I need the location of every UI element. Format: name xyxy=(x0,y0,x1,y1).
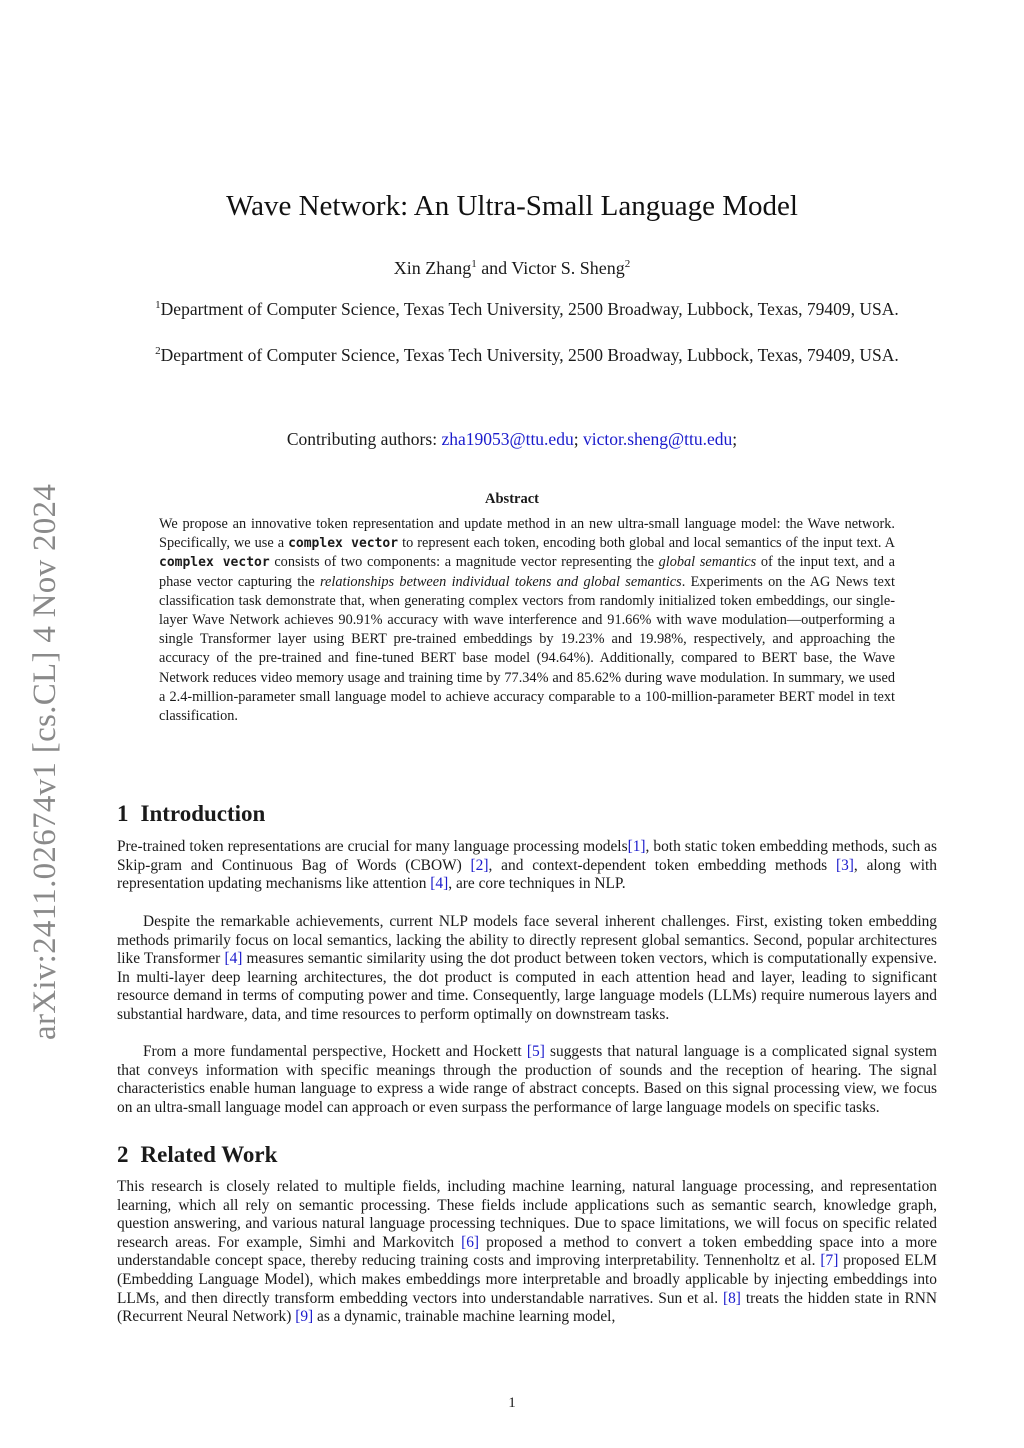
abstract-heading: Abstract xyxy=(485,491,539,507)
citation-link[interactable]: [8] xyxy=(722,1289,741,1307)
related-work-paragraph-1 xyxy=(117,1178,937,1327)
abstract-emphasis: relationships between individual tokens and global semantics xyxy=(319,573,682,590)
abstract-body xyxy=(159,515,895,726)
affiliation-1-marker: 1 xyxy=(155,299,161,311)
section-number: 2 xyxy=(117,1142,129,1167)
section-title: Introduction xyxy=(140,801,266,826)
citation-link[interactable]: [9] xyxy=(295,1308,314,1326)
citation-link[interactable]: [1] xyxy=(627,838,646,855)
contrib-label: Contributing authors: xyxy=(286,429,442,449)
paragraph-text: Despite the remarkable achievements, current NLP models face several inherent challenges. First, existing token embedding methods primarily focus on local semantics, lacking the ability to directly represent global semantics. Second, popular architectures like Transformer xyxy=(117,913,937,968)
paragraph-text: From a more fundamental perspective, Hockett and Hockett xyxy=(143,1043,527,1060)
section-heading-related-work xyxy=(117,1142,277,1168)
paragraph-text: suggests that natural language is a complicated signal system that conveys information with specific meanings through the production of sounds and the reception of hearing. The signal characteristics enable human language to express a wide range of abstract concepts. Based on this signal processing view, we focus on an ultra-small language model can approach or even surpass the performance of large language models on specific tasks. xyxy=(117,1043,937,1116)
citation-link[interactable]: [3] xyxy=(835,856,854,874)
affiliation-2 xyxy=(140,340,914,367)
affiliation-1-text: Department of Computer Science, Texas Tech University, 2500 Broadway, Lubbock, Texas, 79409, USA. xyxy=(160,298,899,319)
paragraph-text: , are core techniques in NLP. xyxy=(448,875,626,893)
section-number: 1 xyxy=(117,801,129,826)
section-title: Related Work xyxy=(140,1142,278,1167)
abstract-text: of the input text, and a phase vector capturing the xyxy=(159,554,895,590)
affiliation-2-marker: 2 xyxy=(155,345,161,357)
citation-link[interactable]: [6] xyxy=(461,1233,480,1251)
paragraph-text: measures semantic similarity using the dot product between token vectors, which is computationally expensive. In multi-layer deep learning architectures, the dot product is computed in each attention head and layer, leading to significant resource demand in terms of computing power and time. Consequently, large language models (LLMs) require numerous layers and substantial hardware, data, and time resources to perform optimally on downstream tasks. xyxy=(117,950,938,1023)
page-number: 1 xyxy=(508,1395,516,1411)
paragraph-text: , both static token embedding methods, such as Skip-gram and Continuous Bag of Words (CBOW) xyxy=(117,838,937,874)
abstract-text: . Experiments on the AG News text classification task demonstrate that, when generating complex vectors from randomly initialized token embeddings, our single-layer Wave Network achieves 90.91% accuracy with wave interference and 91.66% with wave modulation—outperforming a single Transformer layer using BERT pre-trained embeddings by 19.23% and 19.98%, respectively, and approaching the accuracy of the pre-trained and fine-tuned BERT base model (94.64%). Additionally, compared to BERT base, the Wave Network reduces video memory usage and training time by 77.34% and 85.62% during wave modulation. In summary, we used a 2.4-million-parameter small language model to achieve accuracy comparable to a 100-million-parameter BERT model in text classification. xyxy=(159,573,895,725)
abstract-text: We propose an innovative token representation and update method in an new ultra-small language model: the Wave network. Specifically, we use a xyxy=(159,516,895,552)
affiliation-2-text: Department of Computer Science, Texas Tech University, 2500 Broadway, Lubbock, Texas, 79409, USA. xyxy=(160,344,899,365)
email-link-1[interactable]: zha19053@ttu.edu xyxy=(441,429,574,449)
paragraph-text: , and context-dependent token embedding methods xyxy=(488,856,836,874)
author-2: Victor S. Sheng xyxy=(511,258,625,278)
paragraph-text: as a dynamic, trainable machine learning model, xyxy=(313,1308,616,1326)
intro-paragraph-3 xyxy=(117,1043,937,1117)
intro-paragraph-1 xyxy=(117,838,937,894)
author-1: Xin Zhang xyxy=(393,258,472,278)
email-link-2[interactable]: victor.sheng@ttu.edu xyxy=(582,429,733,449)
paper-title: Wave Network: An Ultra-Small Language Model xyxy=(226,190,798,222)
author-1-affil-marker: 1 xyxy=(471,258,477,270)
paragraph-text: proposed ELM (Embedding Language Model), which makes embeddings more interpretable and broadly applicable by injecting embeddings into LLMs, and then directly transform embedding vectors into understandable narratives. Sun et al. xyxy=(117,1252,937,1307)
author-conjunction: and xyxy=(476,258,512,278)
abstract-emphasis: global semantics xyxy=(658,554,757,571)
author-line xyxy=(0,258,1024,279)
paragraph-text: , along with representation updating mechanisms like attention xyxy=(117,856,937,893)
citation-link[interactable]: [2] xyxy=(470,856,489,874)
citation-link[interactable]: [7] xyxy=(820,1252,839,1270)
section-heading-introduction xyxy=(117,801,265,827)
paragraph-text: proposed a method to convert a token embedding space into a more understandable concept space, thereby reducing training costs and improving interpretability. Tennenholtz et al. xyxy=(117,1233,937,1270)
abstract-text: consists of two components: a magnitude vector representing the xyxy=(269,554,659,571)
contrib-separator: ; xyxy=(573,429,583,449)
abstract-text: to represent each token, encoding both global and local semantics of the input text. A xyxy=(398,535,896,552)
citation-link[interactable]: [5] xyxy=(526,1043,545,1060)
contributing-authors xyxy=(0,429,1024,450)
abstract-keyword: complex vector xyxy=(288,536,399,552)
paragraph-text: treats the hidden state in RNN (Recurrent Neural Network) xyxy=(117,1289,937,1326)
paragraph-text: Pre-trained token representations are crucial for many language processing models xyxy=(117,838,628,855)
citation-link[interactable]: [4] xyxy=(224,950,243,968)
abstract-keyword: complex vector xyxy=(159,555,270,571)
affiliation-1 xyxy=(140,294,914,321)
contrib-end: ; xyxy=(732,429,738,449)
arxiv-identifier-stamp: arXiv:2411.02674v1 [cs.CL] 4 Nov 2024 xyxy=(27,483,63,1040)
paragraph-text: This research is closely related to multiple fields, including machine learning, natural language processing, and representation learning, which all rely on semantic processing. These fields include applications such as semantic search, knowledge graph, question answering, and various natural language processing techniques. Due to space limitations, we will focus on specific related research areas. For example, Simhi and Markovitch xyxy=(117,1178,937,1251)
author-2-affil-marker: 2 xyxy=(624,258,631,270)
citation-link[interactable]: [4] xyxy=(430,875,449,893)
intro-paragraph-2 xyxy=(117,913,937,1025)
